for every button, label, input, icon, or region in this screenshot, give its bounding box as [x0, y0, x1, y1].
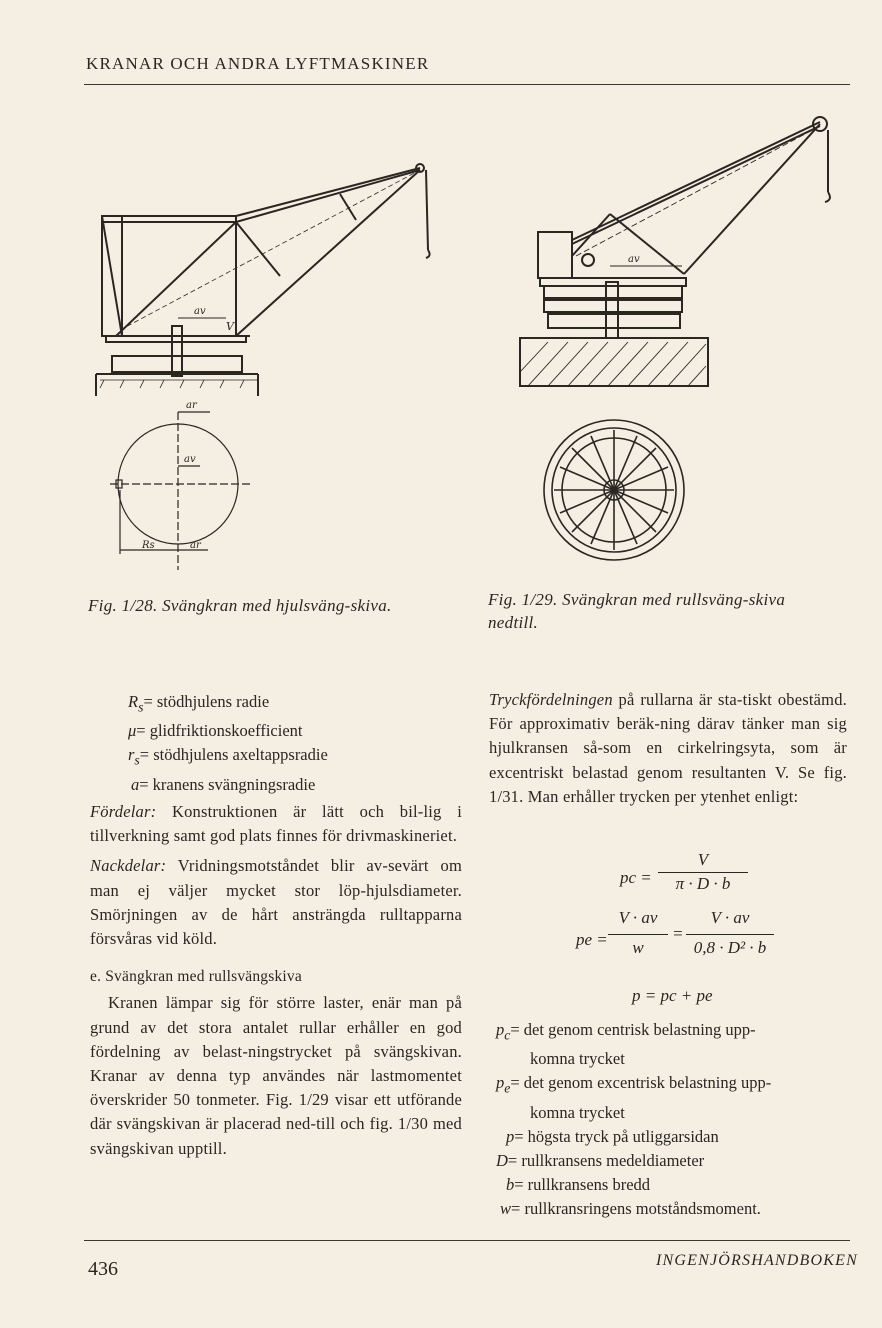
advantages-text: Konstruktionen är lätt och bil‑lig i tillverkning samt god plats finnes för drivmaskineriet.: [90, 802, 462, 846]
symbol: p: [496, 1073, 505, 1093]
rs-label: Rs: [142, 540, 155, 551]
eq2-denominator-2: 0,8 · D² · b: [693, 938, 767, 957]
symbol: R: [128, 692, 139, 711]
definition-continuation: komna trycket: [530, 1102, 625, 1122]
ar-label-bottom: ar: [190, 540, 201, 551]
right-body-text: [489, 688, 847, 809]
pressure-distribution-label: Tryckfördelningen: [489, 690, 613, 709]
figure-1-29-caption: Fig. 1/29. Svängkran med rullsväng‑skiva nedtill.: [488, 590, 786, 632]
definition-text: = det genom excentrisk belastning upp‑: [510, 1073, 772, 1093]
disadvantages-label: Nackdelar:: [90, 856, 167, 876]
definition-text: = rullkransringens motståndsmoment.: [511, 1198, 761, 1218]
definition-row: [128, 690, 328, 719]
eq1-denominator: π · D · b: [675, 874, 731, 893]
figure-1-28-caption: Fig. 1/28. Svängkran med hjulsväng‑skiva.: [88, 596, 392, 615]
eq2-numerator-1: V · av: [618, 908, 658, 927]
av-label-right: av: [628, 254, 640, 265]
equation-p: p = pc + pe: [632, 986, 713, 1005]
eq2-numerator-2: V · av: [710, 908, 750, 927]
ar-label-top: ar: [186, 400, 197, 411]
definition-row: [496, 1125, 846, 1149]
disadvantages-paragraph: [90, 854, 462, 951]
symbol: r: [128, 745, 135, 765]
pressure-distribution-paragraph: [489, 688, 847, 809]
definition-continuation: komna trycket: [530, 1049, 625, 1069]
definition-text: = det genom centrisk belastning upp‑: [510, 1020, 756, 1039]
symbol: μ: [128, 721, 137, 741]
eq1-lhs: pc =: [620, 868, 652, 887]
definition-text: = glidfriktionskoefficient: [136, 721, 303, 741]
v-label: V: [226, 320, 234, 333]
figure-1-29-crane-drawing: [510, 110, 850, 580]
definition-text: = kranens svängningsradie: [139, 774, 316, 794]
eq2-denominator-1: w: [632, 938, 644, 957]
definition-row: [128, 743, 328, 772]
symbol-subscript: c: [504, 1027, 511, 1043]
symbol-subscript: s: [138, 699, 144, 715]
pressure-distribution-text: på rullarna är sta‑tiskt obestämd. För approximativ beräk‑ning därav tänker man sig hjulkransen så‑som en cirkelringsyta, som är excentriskt belastad genom resultanten V. Se fig. 1/31. Man erhåller trycken per ytenhet enligt:: [489, 690, 847, 806]
definition-text: = stödhjulens axeltappsradie: [139, 745, 328, 765]
figure-1-28-crane-drawing: [90, 150, 440, 570]
definition-text: = stödhjulens radie: [143, 692, 270, 711]
right-definitions: [496, 1018, 846, 1221]
footer-rule: [84, 1240, 850, 1241]
page-number: 436: [88, 1258, 118, 1280]
symbol-subscript: e: [504, 1080, 511, 1096]
header-rule: [84, 84, 850, 85]
definition-text: = rullkransens bredd: [514, 1174, 651, 1194]
running-header: KRANAR OCH ANDRA LYFTMASKINER: [86, 54, 430, 73]
definition-text: = högsta tryck på utliggarsidan: [514, 1126, 719, 1146]
advantages-label: Fördelar:: [90, 802, 157, 821]
definition-row: [496, 1197, 846, 1221]
av-label-top: av: [194, 306, 206, 317]
definition-row: [128, 773, 328, 797]
symbol: w: [500, 1198, 512, 1218]
book-title: INGENJÖRSHANDBOKEN: [655, 1252, 858, 1269]
av-label-plan: av: [184, 454, 196, 465]
disadvantages-text: Vridningsmotståndet blir av‑sevärt om man ej väljer mycket stor löp‑hjulsdiameter. Smörjningen av de hårt ansträngda rulltapparna försvåras vid köld.: [90, 856, 462, 949]
symbol: b: [506, 1174, 515, 1194]
eq2-lhs: pe =: [576, 930, 608, 949]
symbol: a: [131, 774, 140, 794]
symbol: D: [496, 1150, 508, 1170]
section-heading: e. Svängkran med rullsvängskiva: [90, 968, 302, 986]
left-body-text: [90, 800, 462, 1161]
definition-row: [128, 719, 328, 743]
eq1-numerator: V: [697, 850, 709, 869]
definition-text: = rullkransens medeldiameter: [507, 1150, 705, 1170]
symbol-subscript: s: [134, 752, 140, 768]
section-paragraph: Kranen lämpar sig för större laster, enär man på grund av det stora antalet rullar erhåller en god fördelning av belast‑ningstrycket på svängskivan. Kranar av denna typ användes när lastmomentet överskrider 50 tonmeter. Fig. 1/29 visar ett utförande där svängskivan är placerad ned‑till och fig. 1/30 med svängskivan upptill.: [90, 993, 462, 1158]
left-definitions: [128, 690, 328, 797]
symbol: p: [496, 1020, 505, 1039]
definition-row: [496, 1173, 846, 1197]
definition-row: [496, 1149, 846, 1173]
symbol: p: [506, 1126, 515, 1146]
advantages-paragraph: [90, 800, 462, 848]
definition-row: [496, 1071, 846, 1100]
eq2-equals: =: [672, 924, 684, 943]
definition-row: [496, 1018, 846, 1047]
